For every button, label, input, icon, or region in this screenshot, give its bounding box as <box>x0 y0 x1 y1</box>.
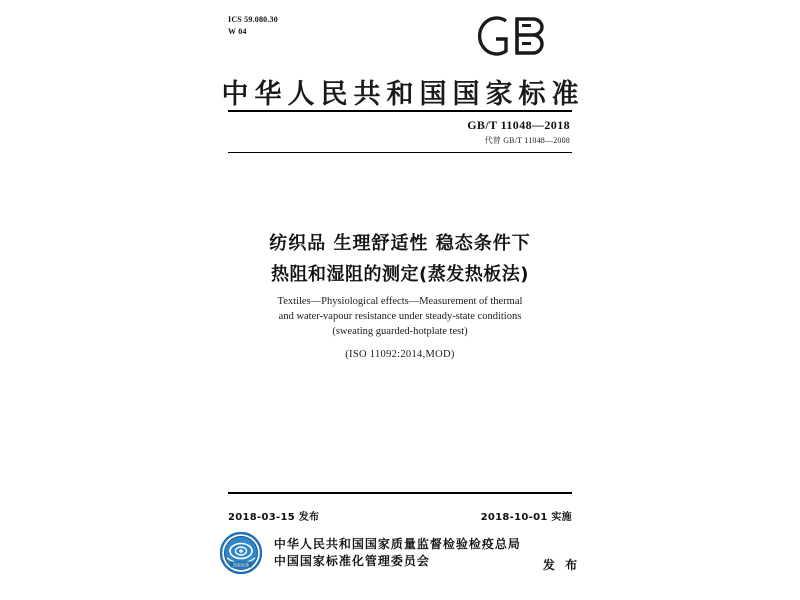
document-title-en-line2: and water-vapour resistance under steady-state conditions <box>278 311 522 322</box>
document-title-en-line3: (sweating guarded-hotplate test) <box>332 326 468 337</box>
document-title-cn-line1: 纺织品 生理舒适性 稳态条件下 <box>269 233 531 254</box>
divider-bottom <box>228 152 572 153</box>
gb-logo-icon <box>470 10 560 62</box>
svg-text:国家标准: 国家标准 <box>232 562 250 568</box>
issuer-line1: 中华人民共和国国家质量监督检验检疫总局 <box>273 537 521 551</box>
divider-top <box>228 110 572 112</box>
document-title-en <box>0 294 800 339</box>
issuer-names <box>274 536 521 570</box>
iso-equivalence: (ISO 11092:2014,MOD) <box>345 349 455 360</box>
document-meta <box>228 14 278 38</box>
classification-code: W 04 <box>228 27 247 36</box>
national-emblem-seal-icon <box>220 532 262 574</box>
standard-number-block <box>467 118 570 148</box>
issuer-block <box>0 532 800 574</box>
implement-date: 2018-10-01 实施 <box>480 512 572 523</box>
standard-number: GB/T 11048—2018 <box>467 118 570 132</box>
issue-date: 2018-03-15 发布 <box>228 512 320 523</box>
publish-label: 发 布 <box>542 558 581 572</box>
page-title: 中华人民共和国国家标准 <box>221 79 585 110</box>
divider-footer <box>228 492 572 494</box>
standard-replaces: 代替 GB/T 11048—2008 <box>484 136 570 145</box>
document-title-cn-line2: 热阻和湿阻的测定(蒸发热板法) <box>271 264 529 285</box>
document-title-en-line1: Textiles—Physiological effects—Measurement of thermal <box>277 296 523 307</box>
issuer-line2: 中国国家标准化管理委员会 <box>273 554 430 568</box>
document-title-cn <box>0 228 800 290</box>
ics-code: ICS 59.080.30 <box>228 15 278 24</box>
